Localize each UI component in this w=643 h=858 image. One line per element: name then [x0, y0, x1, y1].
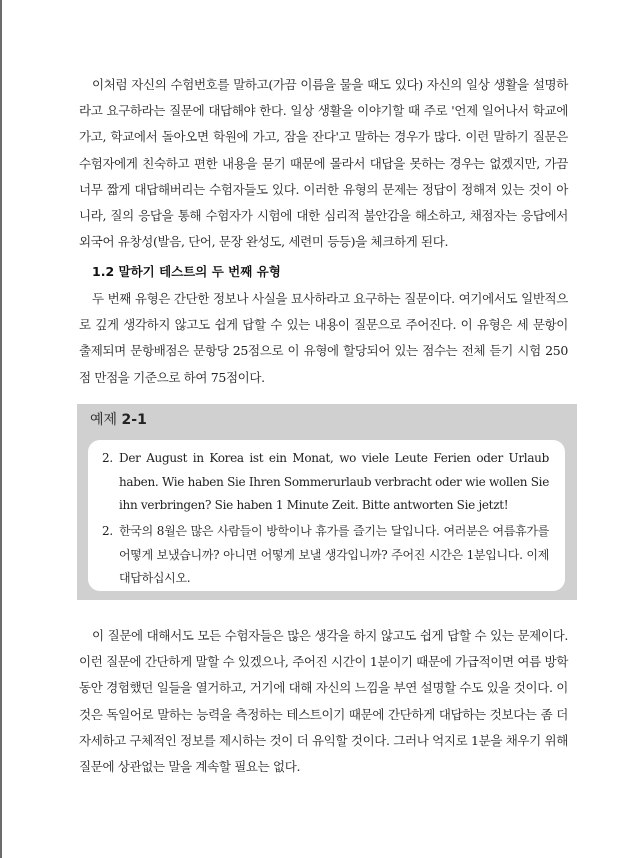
page-edge-line [0, 0, 2, 858]
example-label: 예제 [90, 412, 118, 428]
example-content-card [88, 440, 565, 591]
example-title [90, 409, 147, 431]
example-item-german [102, 447, 549, 518]
body-paragraph-1: 이처럼 자신의 수험번호를 말하고(가끔 이름을 물을 때도 있다) 자신의 일상 생활을 설명하라고 요구하라는 질문에 대답해야 한다. 일상 생활을 이야기할 때 주로 '언제 일어나서 학교에 가고, 학교에서 돌아오면 학원에 가고, 잠을 잔다'고 말하는 경우가 많다. 이런 말하기 질문은 수험자에게 친숙하고 편한 내용을 묻기 때문에 몰라서 대답을 못하는 경우는 없겠지만, 가끔 너무 짧게 대답해버리는 수험자들도 있다. 이러한 유형의 문제는 정답이 정해져 있는 것이 아니라, 질의 응답을 통해 수험자가 시험에 대한 심리적 불안감을 해소하고, 채점자는 응답에서 외국어 유창성(발음, 단어, 문장 완성도, 세련미 등등)을 체크하게 된다. [79, 77, 568, 250]
example-item-number: 2. [102, 524, 113, 538]
example-item-text: 한국의 8월은 많은 사람들이 방학이나 휴가를 즐기는 달입니다. 여러분은 여름휴가를 어떻게 보냈습니까? 아니면 어떻게 보낼 생각입니까? 주어진 시간은 1분입니다. 이제 대답하십시오. [119, 524, 549, 585]
example-box [77, 404, 577, 600]
body-paragraph-3: 이 질문에 대해서도 모든 수험자들은 많은 생각을 하지 않고도 쉽게 답할 수 있는 문제이다. 이런 질문에 간단하게 말할 수 있겠으나, 주어진 시간이 1분이기 때문에 가급적이면 여름 방학 동안 경험했던 일들을 열거하고, 거기에 대해 자신의 느낌을 부연 설명할 수도 있을 것이다. 이것은 독일어로 말하는 능력을 측정하는 테스트이기 때문에 간단하게 대답하는 것보다는 좀 더 자세하고 구체적인 정보를 제시하는 것이 더 유익할 것이다. 그러나 억지로 1분을 채우기 위해 질문에 상관없는 말을 계속할 필요는 없다. [79, 628, 568, 775]
example-item-korean [102, 520, 549, 591]
example-item-text: Der August in Korea ist ein Monat, wo viele Leute Ferien oder Urlaub haben. Wie haben Sie Ihren Sommerurlaub verbracht oder wie wollen Sie ihn verbringen? Sie haben 1 Minute Zeit. Bitte antworten Sie jetzt! [119, 451, 549, 512]
section-heading: 1.2 말하기 테스트의 두 번째 유형 [92, 264, 281, 279]
example-number: 2-1 [121, 412, 147, 428]
body-paragraph-2: 두 번째 유형은 간단한 정보나 사실을 묘사하라고 요구하는 질문이다. 여기에서도 일반적으로 깊게 생각하지 않고도 쉽게 답할 수 있는 내용이 질문으로 주어진다. 이 유형은 세 문항이 출제되며 문항배점은 문항당 25점으로 이 유형에 할당되어 있는 점수는 전체 듣기 시험 250점 만점을 기준으로 하여 75점이다. [79, 291, 568, 385]
example-item-number: 2. [102, 451, 113, 465]
